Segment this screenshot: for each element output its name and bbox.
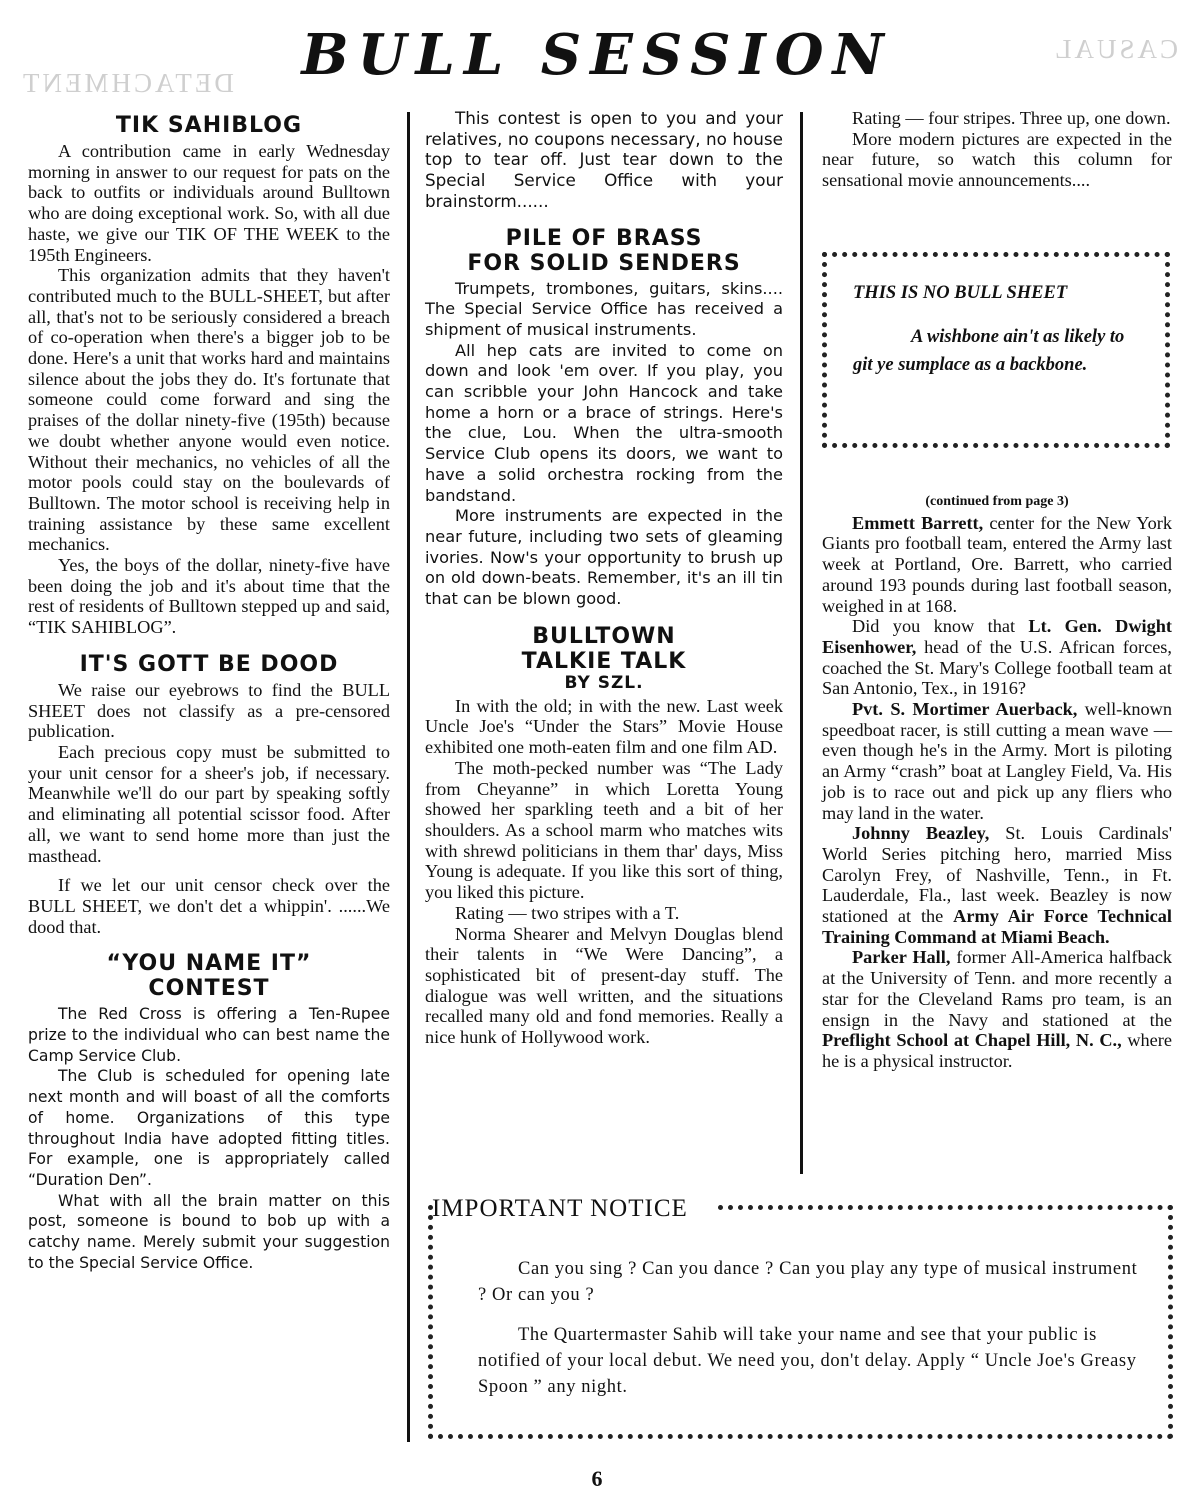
important-notice-top-border	[718, 1205, 1173, 1210]
heading-gott-be-dood: IT'S GOTT BE DOOD	[79, 651, 339, 677]
continued-note: (continued from page 3)	[925, 494, 1069, 509]
talkie-paragraph-4: Norma Shearer and Melvyn Douglas blend their talents in “We Were Dancing”, a sophisticated bit of present-day stuff. The dialogue was well written, and the situations recalled many old and fond memories. Really a nice hunk of Hollywood work.	[425, 923, 783, 1048]
talkie-paragraph-3: Rating — two stripes with a T.	[455, 902, 680, 923]
tik-paragraph-1: A contribution came in early Wednesday morning in answer to our request for pats on the back to outfits or individuals around Bulltown who are doing exceptional work. So, with all due haste, we give our TIK OF THE WEEK to the 195th Engineers.	[28, 141, 390, 265]
column-rule-left	[407, 112, 410, 1442]
heading-contest: CONTEST	[148, 976, 270, 1002]
sports-item-4	[822, 823, 1172, 947]
important-notice-title: IMPORTANT NOTICE	[432, 1195, 688, 1222]
sports-bold-5: Preflight School at Chapel Hill, N. C.,	[822, 1030, 1122, 1051]
sports-pre-2: Did you know that	[852, 616, 1016, 637]
brass-paragraph-3: More instruments are expected in the near future, including two sets of gleaming ivories. Now's your opportunity to brush up on old down-beats. Remember, it's an ill tin that can be blown good.	[425, 506, 783, 609]
sports-name-4: Johnny Beazley,	[852, 823, 990, 844]
sports-item-2	[822, 616, 1172, 699]
talkie-paragraph-1: In with the old; in with the new. Last week Uncle Joe's “Under the Stars” Movie House exhibited one moth-eaten film and one film AD.	[425, 695, 783, 758]
contest-paragraph-2: The Club is scheduled for opening late next month and will boast of all the comforts of home. Organizations of this type throughout India have adopted fitting titles. For example, one is appropriately called “Duration Den”.	[28, 1067, 390, 1189]
sports-text-3: well-known speedboat racer, is still cutting a mean wave — even though he's in the Army. Mort is piloting an Army “crash” boat at Langley Field, Va. His job is to race out and pick up any fliers who may land in the water.	[822, 699, 1172, 823]
heading-bulltown: BULLTOWN	[532, 623, 676, 649]
box-quote: A wishbone ain't as likely to git ye sumplace as a backbone.	[853, 327, 1125, 375]
tik-paragraph-3: Yes, the boys of the dollar, ninety-five have been doing the job and it's about time that the rest of residents of Bulltown stepped up and said, “TIK SAHIBLOG”.	[28, 555, 390, 638]
heading-tik-sahiblog: TIK SAHIBLOG	[115, 113, 303, 138]
heading-solid-senders: FOR SOLID SENDERS	[467, 250, 741, 276]
heading-byline: BY SZL.	[564, 672, 644, 693]
ghost-stamp-right: CASUAL	[1052, 34, 1179, 64]
brass-paragraph-2: All hep cats are invited to come on down and look 'em over. If you play, you can scribble your John Hancock and take home a horn or a brace of strings. Here's the clue, Lou. When the ultra-smooth Service Club opens its doors, we want to have a solid orchestra rocking from the bandstand.	[425, 340, 783, 505]
masthead-title: BULL SESSION	[301, 22, 893, 88]
sports-item-3	[822, 699, 1172, 823]
sports-name-1: Emmett Barrett,	[852, 512, 984, 533]
column-3-sports	[822, 492, 1172, 1072]
sports-name-3: Pvt. S. Mortimer Auerback,	[852, 699, 1078, 720]
brass-paragraph-1: Trumpets, trombones, guitars, skins.... The Special Service Office has received a shipment of musical instruments.	[425, 278, 783, 339]
heading-talkie-talk: TALKIE TALK	[521, 648, 687, 674]
column-3-top	[822, 108, 1172, 191]
important-notice-body	[478, 1256, 1138, 1414]
column-rule-right	[800, 112, 803, 1174]
contest-paragraph-3: What with all the brain matter on this post, someone is bound to bob up with a catchy name. Merely submit your suggestion to the Special Service Office.	[28, 1191, 390, 1272]
sports-item-1	[822, 513, 1172, 617]
talkie-paragraph-2: The moth-pecked number was “The Lady from Cheyanne” in which Loretta Young showed her sparkling teeth and a bit of her shoulders. As a school marm who matches wits with shrewd politicians in them thar' days, Miss Young is adequate. If you like this sort of thing, you liked this picture.	[425, 757, 783, 903]
sports-text-4: St. Louis Cardinals' World Series pitching hero, married Miss Carolyn Frey, of Nashville, Tenn., in Ft. Lauderdale, Fla., last week. Beazley is now stationed at the	[822, 823, 1172, 927]
rating-paragraph: Rating — four stripes. Three up, one down.	[852, 108, 1171, 128]
gott-paragraph-1: We raise our eyebrows to find the BULL SHEET does not classify as a pre-censored publication.	[28, 679, 390, 742]
sports-name-5: Parker Hall,	[852, 947, 951, 968]
sports-item-5	[822, 947, 1172, 1071]
column-1	[28, 108, 390, 1273]
box-title: THIS IS NO BULL SHEET	[853, 283, 1068, 303]
heading-pile-of-brass: PILE OF BRASS	[505, 225, 703, 251]
tik-paragraph-2: This organization admits that they haven't contributed much to the BULL-SHEET, but after all, that's not to be seriously considered a breach of co-operation when there's a bigger job to be done. Here's a unit that works hard and maintains silence about the jobs they do. It's fortunate that someone could come forward and sing the praises of the dollar ninety-five (195th) because we doubt whether anyone would even notice. Without their mechanics, no vehicles of all the motor pools could stay on the boulevards of Bulltown. The motor school is receiving help in training assistance by these same excellent mechanics.	[28, 265, 390, 555]
notice-paragraph-1: Can you sing ? Can you dance ? Can you play any type of musical instrument ? Or can you ?	[478, 1259, 1138, 1305]
contest-paragraph-1: The Red Cross is offering a Ten-Rupee prize to the individual who can best name the Camp Service Club.	[28, 1005, 390, 1065]
heading-you-name-it: “YOU NAME IT”	[106, 951, 312, 977]
sports-end-5: where he is a physical instructor.	[822, 1030, 1172, 1071]
sports-text-2: head of the U.S. African forces, coached the St. Mary's College football team at San Antonio, Tex., in 1916?	[822, 636, 1172, 699]
gott-paragraph-3: If we let our unit censor check over the BULL SHEET, we don't det a whippin'. ......We dood that.	[28, 875, 390, 937]
contest-paragraph-4: This contest is open to you and your relatives, no coupons necessary, no house top to tear off. Just tear down to the Special Service Office with your brainstorm......	[425, 108, 783, 211]
page-number: 6	[591, 1466, 603, 1491]
sports-bold-4: Army Air Force Technical Training Command at Miami Beach.	[822, 906, 1172, 947]
movie-paragraph: More modern pictures are expected in the near future, so watch this column for sensational movie announcements....	[822, 128, 1172, 191]
column-2	[425, 108, 783, 1048]
ghost-stamp-left: DETACHMENT	[20, 68, 234, 98]
notice-paragraph-2: The Quartermaster Sahib will take your name and see that your public is notified of your local debut. We need you, don't delay. Apply “ Uncle Joe's Greasy Spoon ” any night.	[478, 1325, 1137, 1397]
sports-text-1: center for the New York Giants pro football team, entered the Army last week at Portland, Ore. Barrett, who carried around 193 pounds during last football season, weighed in at 168.	[822, 512, 1172, 616]
no-bull-sheet-box	[822, 252, 1170, 448]
sports-name-2: Lt. Gen. Dwight Eisenhower,	[822, 616, 1172, 657]
sports-text-5: former All-America halfback at the University of Tenn. and more recently a star for the Cleveland Rams pro team, is an ensign in the Navy and stationed at the	[822, 947, 1172, 1030]
gott-paragraph-2: Each precious copy must be submitted to your unit censor for a sheer's job, if necessary. Meanwhile we'll do our part by speaking softly and eliminating all potential scissor food. After all, we want to send home more than just the masthead.	[28, 741, 390, 866]
